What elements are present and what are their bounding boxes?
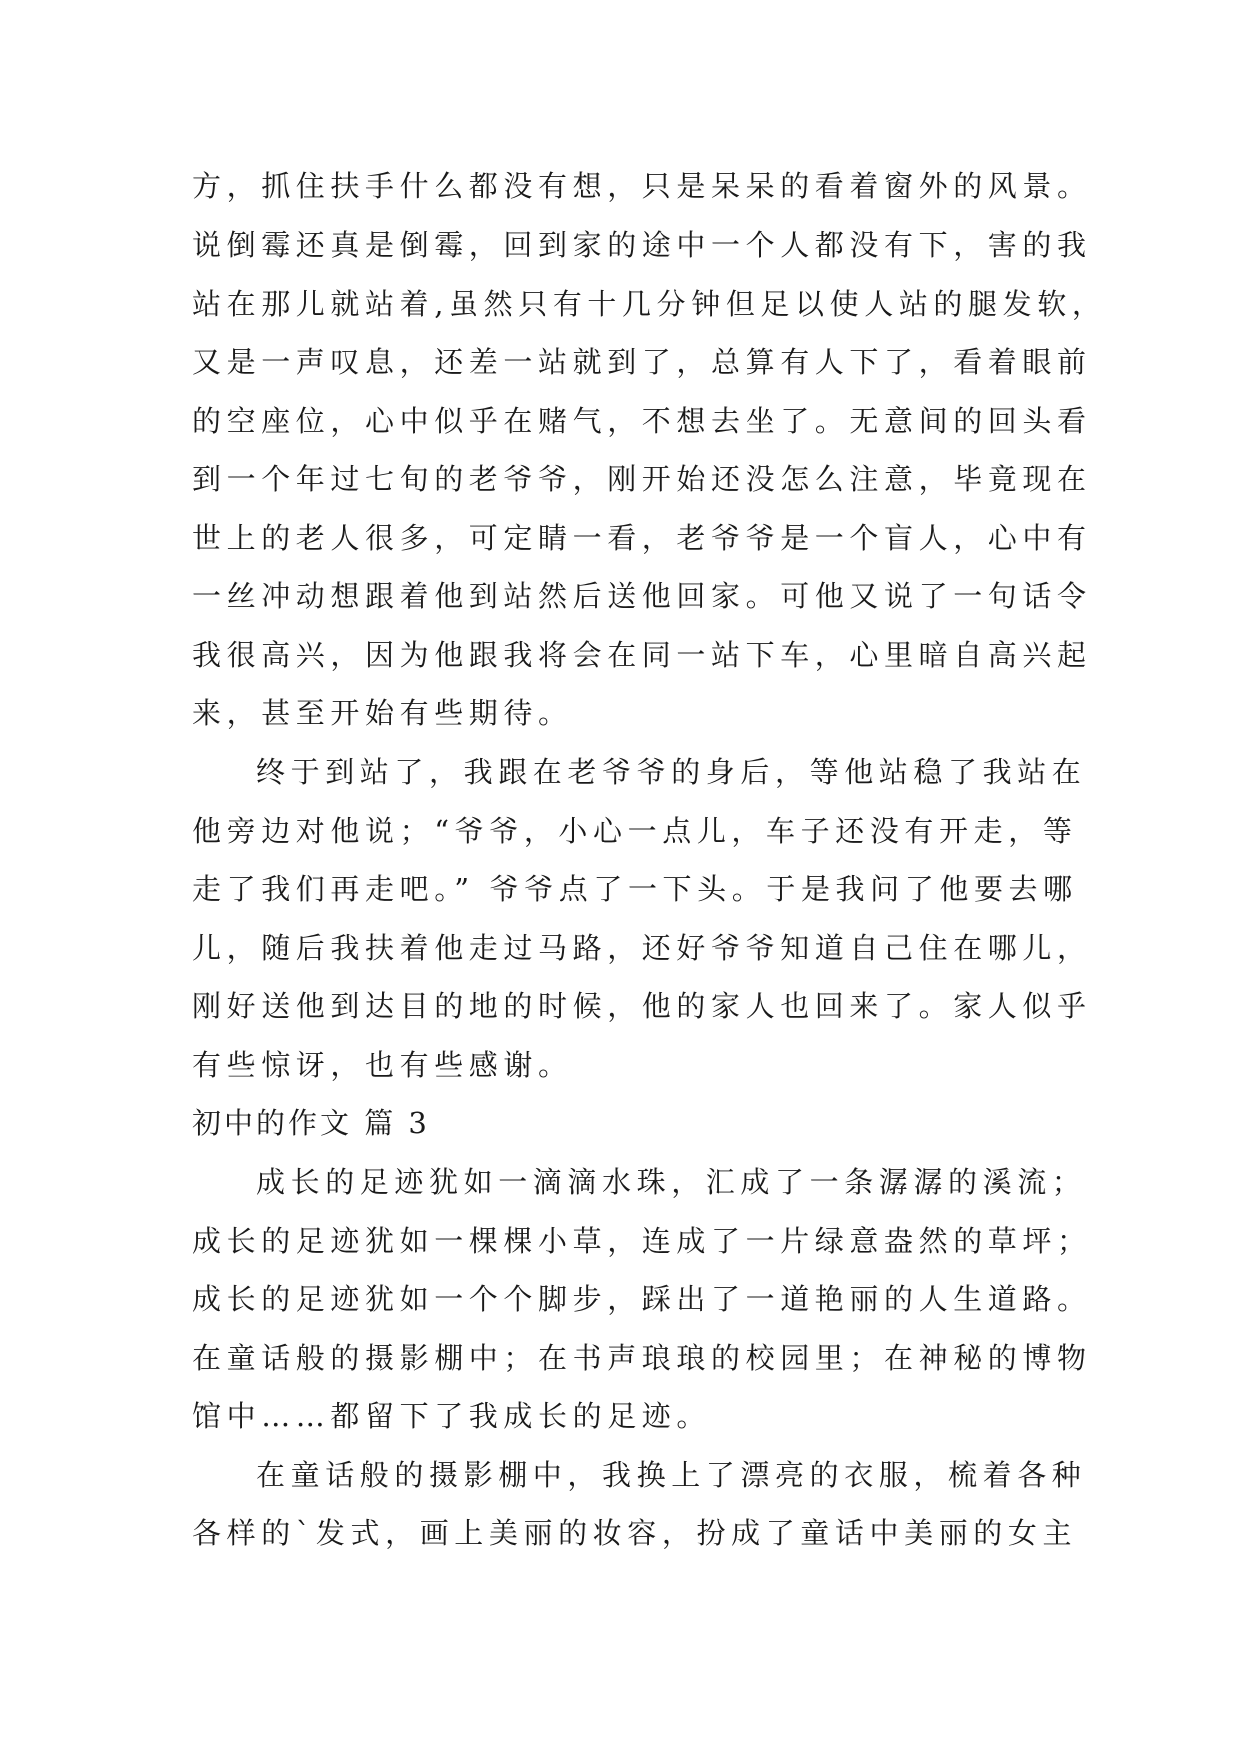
- paragraph-first-line: 终于到站了，我跟在老爷爷的身后，等他站稳了我站在: [256, 755, 1087, 789]
- text-line: 我很高兴，因为他跟我将会在同一站下车，心里暗自高兴起: [192, 638, 1092, 672]
- text-line: 各样的`发式，画上美丽的妆容，扮成了童话中美丽的女主: [192, 1516, 1078, 1550]
- text-line: 的空座位，心中似乎在赌气，不想去坐了。无意间的回头看: [192, 404, 1092, 438]
- paragraph-first-line: 在童话般的摄影棚中，我换上了漂亮的衣服，梳着各种: [256, 1458, 1087, 1492]
- text-line: 走了我们再走吧。” 爷爷点了一下头。于是我问了他要去哪: [192, 872, 1078, 906]
- text-line: 又是一声叹息，还差一站就到了，总算有人下了，看着眼前: [192, 345, 1092, 379]
- text-line: 站在那儿就站着,虽然只有十几分钟但足以使人站的腿发软，: [192, 287, 1107, 321]
- text-line: 方，抓住扶手什么都没有想，只是呆呆的看着窗外的风景。: [192, 169, 1092, 203]
- paragraph-first-line: 成长的足迹犹如一滴滴水珠，汇成了一条潺潺的溪流；: [256, 1165, 1087, 1199]
- text-line: 一丝冲动想跟着他到站然后送他回家。可他又说了一句话令: [192, 579, 1092, 613]
- section-heading: 初中的作文 篇 3: [192, 1106, 430, 1140]
- text-line: 有些惊讶，也有些感谢。: [192, 1048, 573, 1082]
- text-line: 在童话般的摄影棚中；在书声琅琅的校园里；在神秘的博物: [192, 1341, 1092, 1375]
- text-line: 成长的足迹犹如一个个脚步，踩出了一道艳丽的人生道路。: [192, 1282, 1092, 1316]
- text-line: 成长的足迹犹如一棵棵小草，连成了一片绿意盎然的草坪；: [192, 1224, 1092, 1258]
- text-line: 馆中……都留下了我成长的足迹。: [192, 1399, 712, 1433]
- text-line: 世上的老人很多，可定睛一看，老爷爷是一个盲人，心中有: [192, 521, 1092, 555]
- text-line: 刚好送他到达目的地的时候，他的家人也回来了。家人似乎: [192, 989, 1092, 1023]
- text-line: 到一个年过七旬的老爷爷，刚开始还没怎么注意，毕竟现在: [192, 462, 1092, 496]
- text-line: 说倒霉还真是倒霉，回到家的途中一个人都没有下，害的我: [192, 228, 1092, 262]
- text-line: 他旁边对他说；“爷爷，小心一点儿，车子还没有开走，等: [192, 814, 1078, 848]
- text-line: 儿，随后我扶着他走过马路，还好爷爷知道自己住在哪儿，: [192, 931, 1092, 965]
- text-line: 来，甚至开始有些期待。: [192, 696, 573, 730]
